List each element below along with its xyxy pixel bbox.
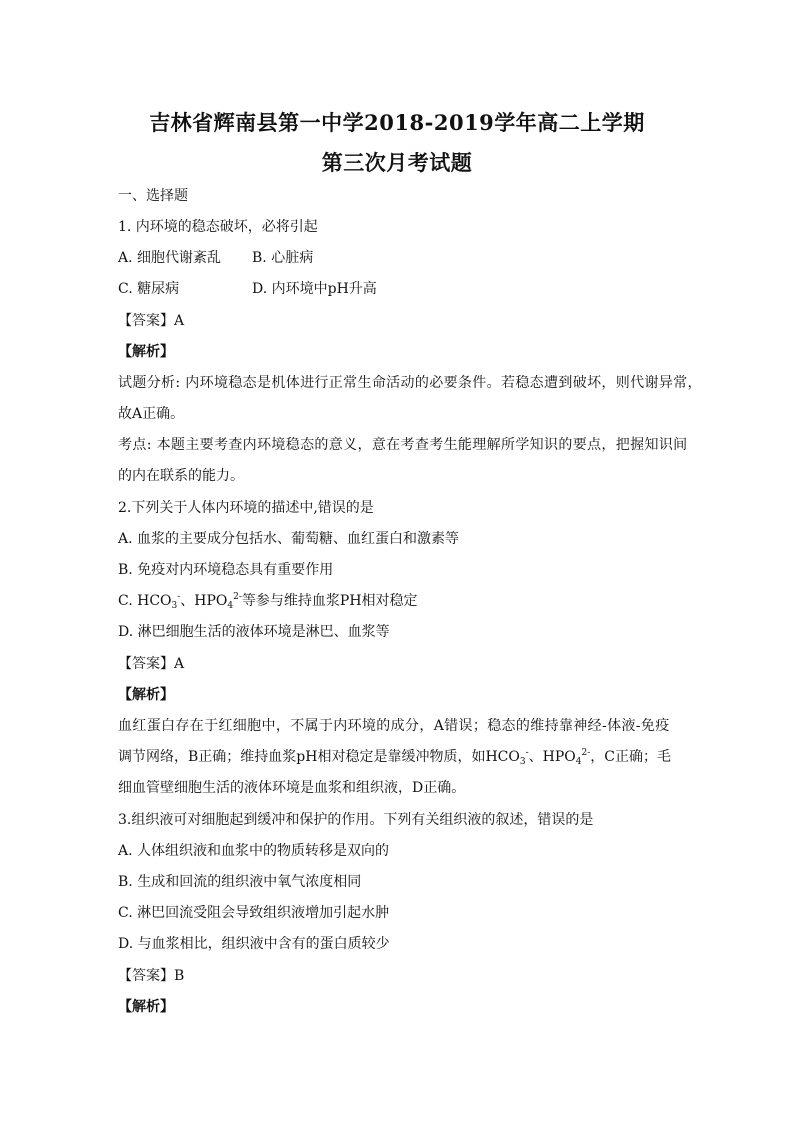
q2-analysis-sup1: - [525,748,529,758]
q2-analysis-sup2: 2- [581,748,591,758]
q1-option-a: A. 细胞代谢紊乱 [118,250,222,266]
q1-options-row2 [118,279,377,299]
document-title-line1: 吉林省辉南县第一中学2018-2019学年高二上学期 [149,110,645,135]
q2-analysis-line3: 细血管壁细胞生活的液体环境是血浆和组织液，D正确。 [118,780,466,796]
q2-analysis-line1: 血红蛋白存在于红细胞中，不属于内环境的成分，A错误；稳态的维持靠神经-体液-免疫 [118,718,670,734]
q2-option-c-mid: 、HPO [180,593,228,609]
q3-answer: 【答案】B [118,968,185,984]
q3-option-b: B. 生成和回流的组织液中氧气浓度相同 [118,874,362,890]
q2-option-c-sub1: 3 [171,601,178,611]
q3-analysis-label: 【解析】 [118,999,174,1015]
q2-answer: 【答案】A [118,656,185,672]
q2-option-c-sup1: - [177,592,181,602]
q1-analysis-line1: 试题分析: 内环境稳态是机体进行正常生命活动的必要条件。若稳态遭到破坏，则代谢异常， [118,375,702,391]
q2-analysis-line2-prefix: 调节网络，B正确；维持血浆pH相对稳定是靠缓冲物质，如HCO [118,749,520,765]
q2-option-c [118,591,418,611]
q2-analysis-sub2: 4 [575,757,582,767]
q2-option-c-sub2: 4 [227,601,234,611]
q2-option-a: A. 血浆的主要成分包括水、葡萄糖、血红蛋白和激素等 [118,531,460,547]
q2-option-b: B. 免疫对内环境稳态具有重要作用 [118,562,334,578]
q1-option-b: B. 心脏病 [252,250,314,266]
q3-stem: 3.组织液可对细胞起到缓冲和保护的作用。下列有关组织液的叙述，错误的是 [118,812,594,828]
q1-options-row1 [118,248,314,268]
q2-option-d: D. 淋巴细胞生活的液体环境是淋巴、血浆等 [118,624,390,640]
q2-analysis-line2-mid: 、HPO [528,749,576,765]
q2-option-c-sup2: 2- [233,592,242,602]
q1-analysis-label: 【解析】 [118,344,174,360]
q2-analysis-line2-suffix: ，C正确；毛 [590,749,671,765]
q1-answer: 【答案】A [118,313,185,329]
q1-analysis-line3: 考点: 本题主要考查内环境稳态的意义，意在考查考生能理解所学知识的要点，把握知识间 [118,437,688,453]
q2-analysis-sub1: 3 [519,757,526,767]
q2-analysis-label: 【解析】 [118,687,174,703]
q1-option-c: C. 糖尿病 [118,281,180,297]
q1-stem: 1. 内环境的稳态破坏，必将引起 [118,219,318,235]
document-title-line2: 第三次月考试题 [321,150,473,175]
q2-option-c-suffix: 等参与维持血浆PH相对稳定 [241,593,418,609]
q3-option-a: A. 人体组织液和血浆中的物质转移是双向的 [118,843,390,859]
q3-option-d: D. 与血浆相比，组织液中含有的蛋白质较少 [118,936,390,952]
q1-analysis-line4: 的内在联系的能力。 [118,468,244,484]
q2-option-c-prefix: C. HCO [118,593,172,609]
q2-stem: 2.下列关于人体内环境的描述中,错误的是 [118,500,374,516]
q3-option-c: C. 淋巴回流受阻会导致组织液增加引起水肿 [118,905,390,921]
q1-analysis-line2: 故A正确。 [118,406,185,422]
q2-analysis-line2 [118,747,671,767]
section-heading: 一、选择题 [118,188,188,204]
q1-option-d: D. 内环境中pH升高 [252,281,377,297]
